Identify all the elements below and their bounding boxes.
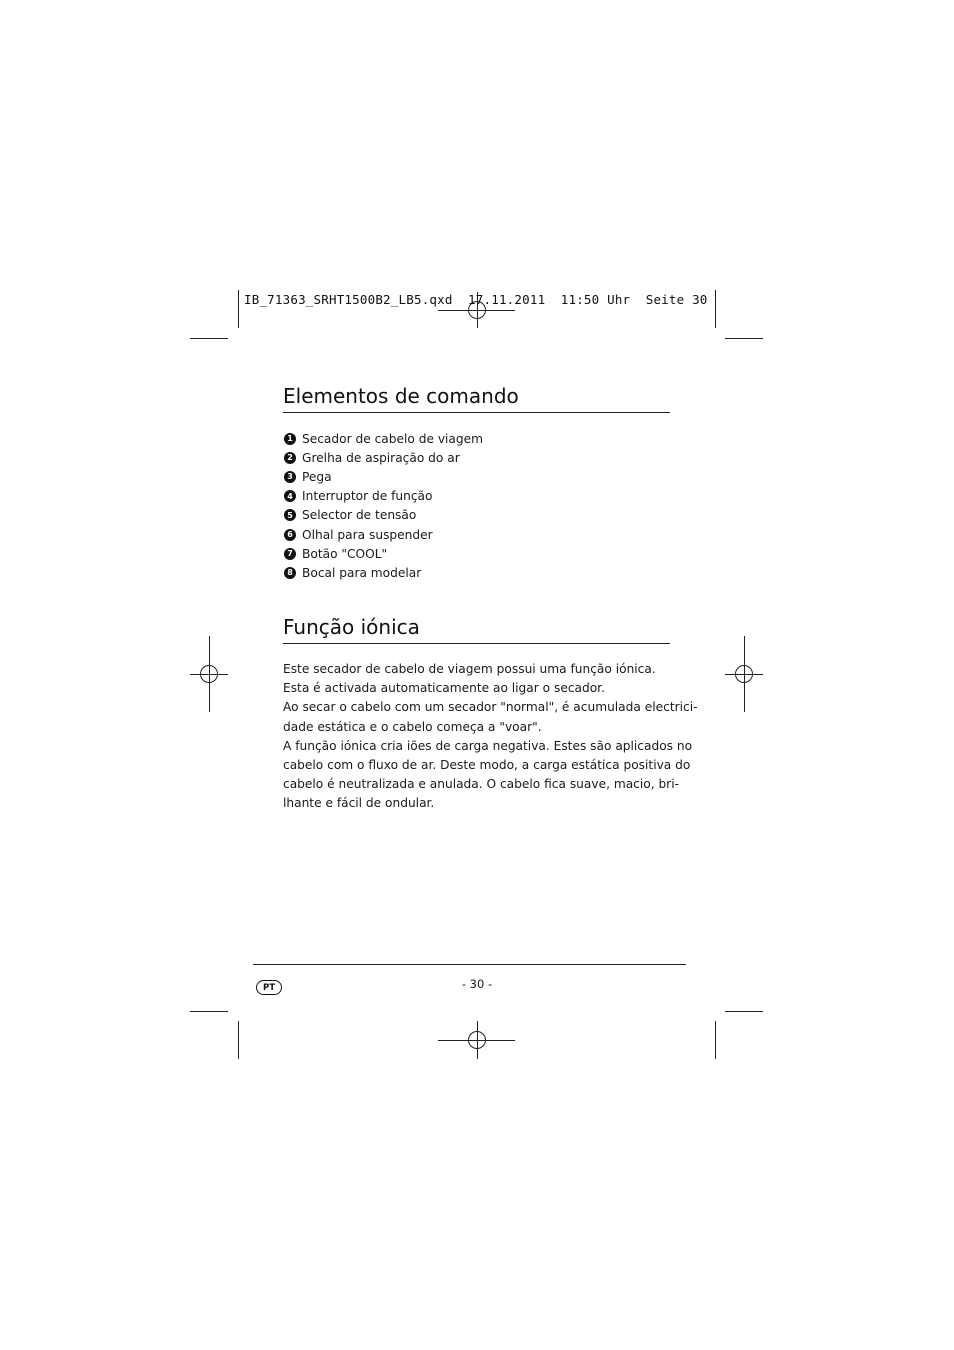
section-title-ionic-function: Função iónica (283, 615, 420, 639)
crop-mark-bottom-left-horizontal (190, 1011, 228, 1012)
list-item (284, 429, 483, 448)
text-line: dade estática e o cabelo começa a "voar". (283, 719, 542, 734)
number-badge: 7 (284, 548, 296, 560)
list-item-label: Grelha de aspiração do ar (302, 450, 460, 465)
page-number: - 30 - (461, 977, 493, 991)
list-item-label: Olhal para suspender (302, 527, 433, 542)
list-item (284, 487, 483, 506)
footer-rule (253, 964, 686, 965)
text-line: Esta é activada automaticamente ao ligar o secador. (283, 681, 605, 696)
text-line: Ao secar o cabelo com um secador "normal", é acumulada electrici- (283, 700, 698, 715)
section-rule-controls (283, 412, 670, 413)
number-badge: 6 (284, 529, 296, 541)
list-item-label: Pega (302, 469, 332, 484)
controls-list (284, 429, 483, 583)
number-badge: 1 (284, 433, 296, 445)
list-item (284, 544, 483, 563)
crop-mark-top-left-horizontal (190, 338, 228, 339)
text-line: cabelo com o fluxo de ar. Deste modo, a carga estática positiva do (283, 757, 691, 772)
number-badge: 5 (284, 509, 296, 521)
list-item-label: Botão "COOL" (302, 546, 388, 561)
crop-mark-top-left-vertical (238, 290, 239, 328)
crop-mark-top-right-vertical (715, 290, 716, 328)
print-file-header: IB_71363_SRHT1500B2_LB5.qxd 17.11.2011 11:50 Uhr Seite 30 (244, 292, 708, 307)
list-item (284, 448, 483, 467)
crop-mark-bottom-right-horizontal (725, 1011, 763, 1012)
number-badge: 4 (284, 490, 296, 502)
section-title-controls: Elementos de comando (283, 384, 519, 408)
number-badge: 2 (284, 452, 296, 464)
text-line: lhante e fácil de ondular. (283, 796, 435, 811)
list-item-label: Secador de cabelo de viagem (302, 431, 483, 446)
list-item-label: Selector de tensão (302, 508, 417, 523)
section-rule-ionic-function (283, 643, 670, 644)
text-line: A função iónica cria iões de carga negativa. Estes são aplicados no (283, 738, 693, 753)
list-item (284, 563, 483, 582)
language-badge: PT (256, 980, 282, 995)
text-line: Este secador de cabelo de viagem possui uma função iónica. (283, 662, 656, 676)
list-item (284, 506, 483, 525)
crop-mark-top-right-horizontal (725, 338, 763, 339)
list-item-label: Bocal para modelar (302, 565, 422, 580)
list-item (284, 467, 483, 486)
crop-mark-bottom-right-vertical (715, 1021, 716, 1059)
crop-mark-bottom-left-vertical (238, 1021, 239, 1059)
number-badge: 8 (284, 567, 296, 579)
list-item-label: Interruptor de função (302, 489, 433, 504)
list-item (284, 525, 483, 544)
ionic-function-paragraph (283, 660, 698, 814)
text-line: cabelo é neutralizada e anulada. O cabelo fica suave, macio, bri- (283, 777, 679, 792)
number-badge: 3 (284, 471, 296, 483)
